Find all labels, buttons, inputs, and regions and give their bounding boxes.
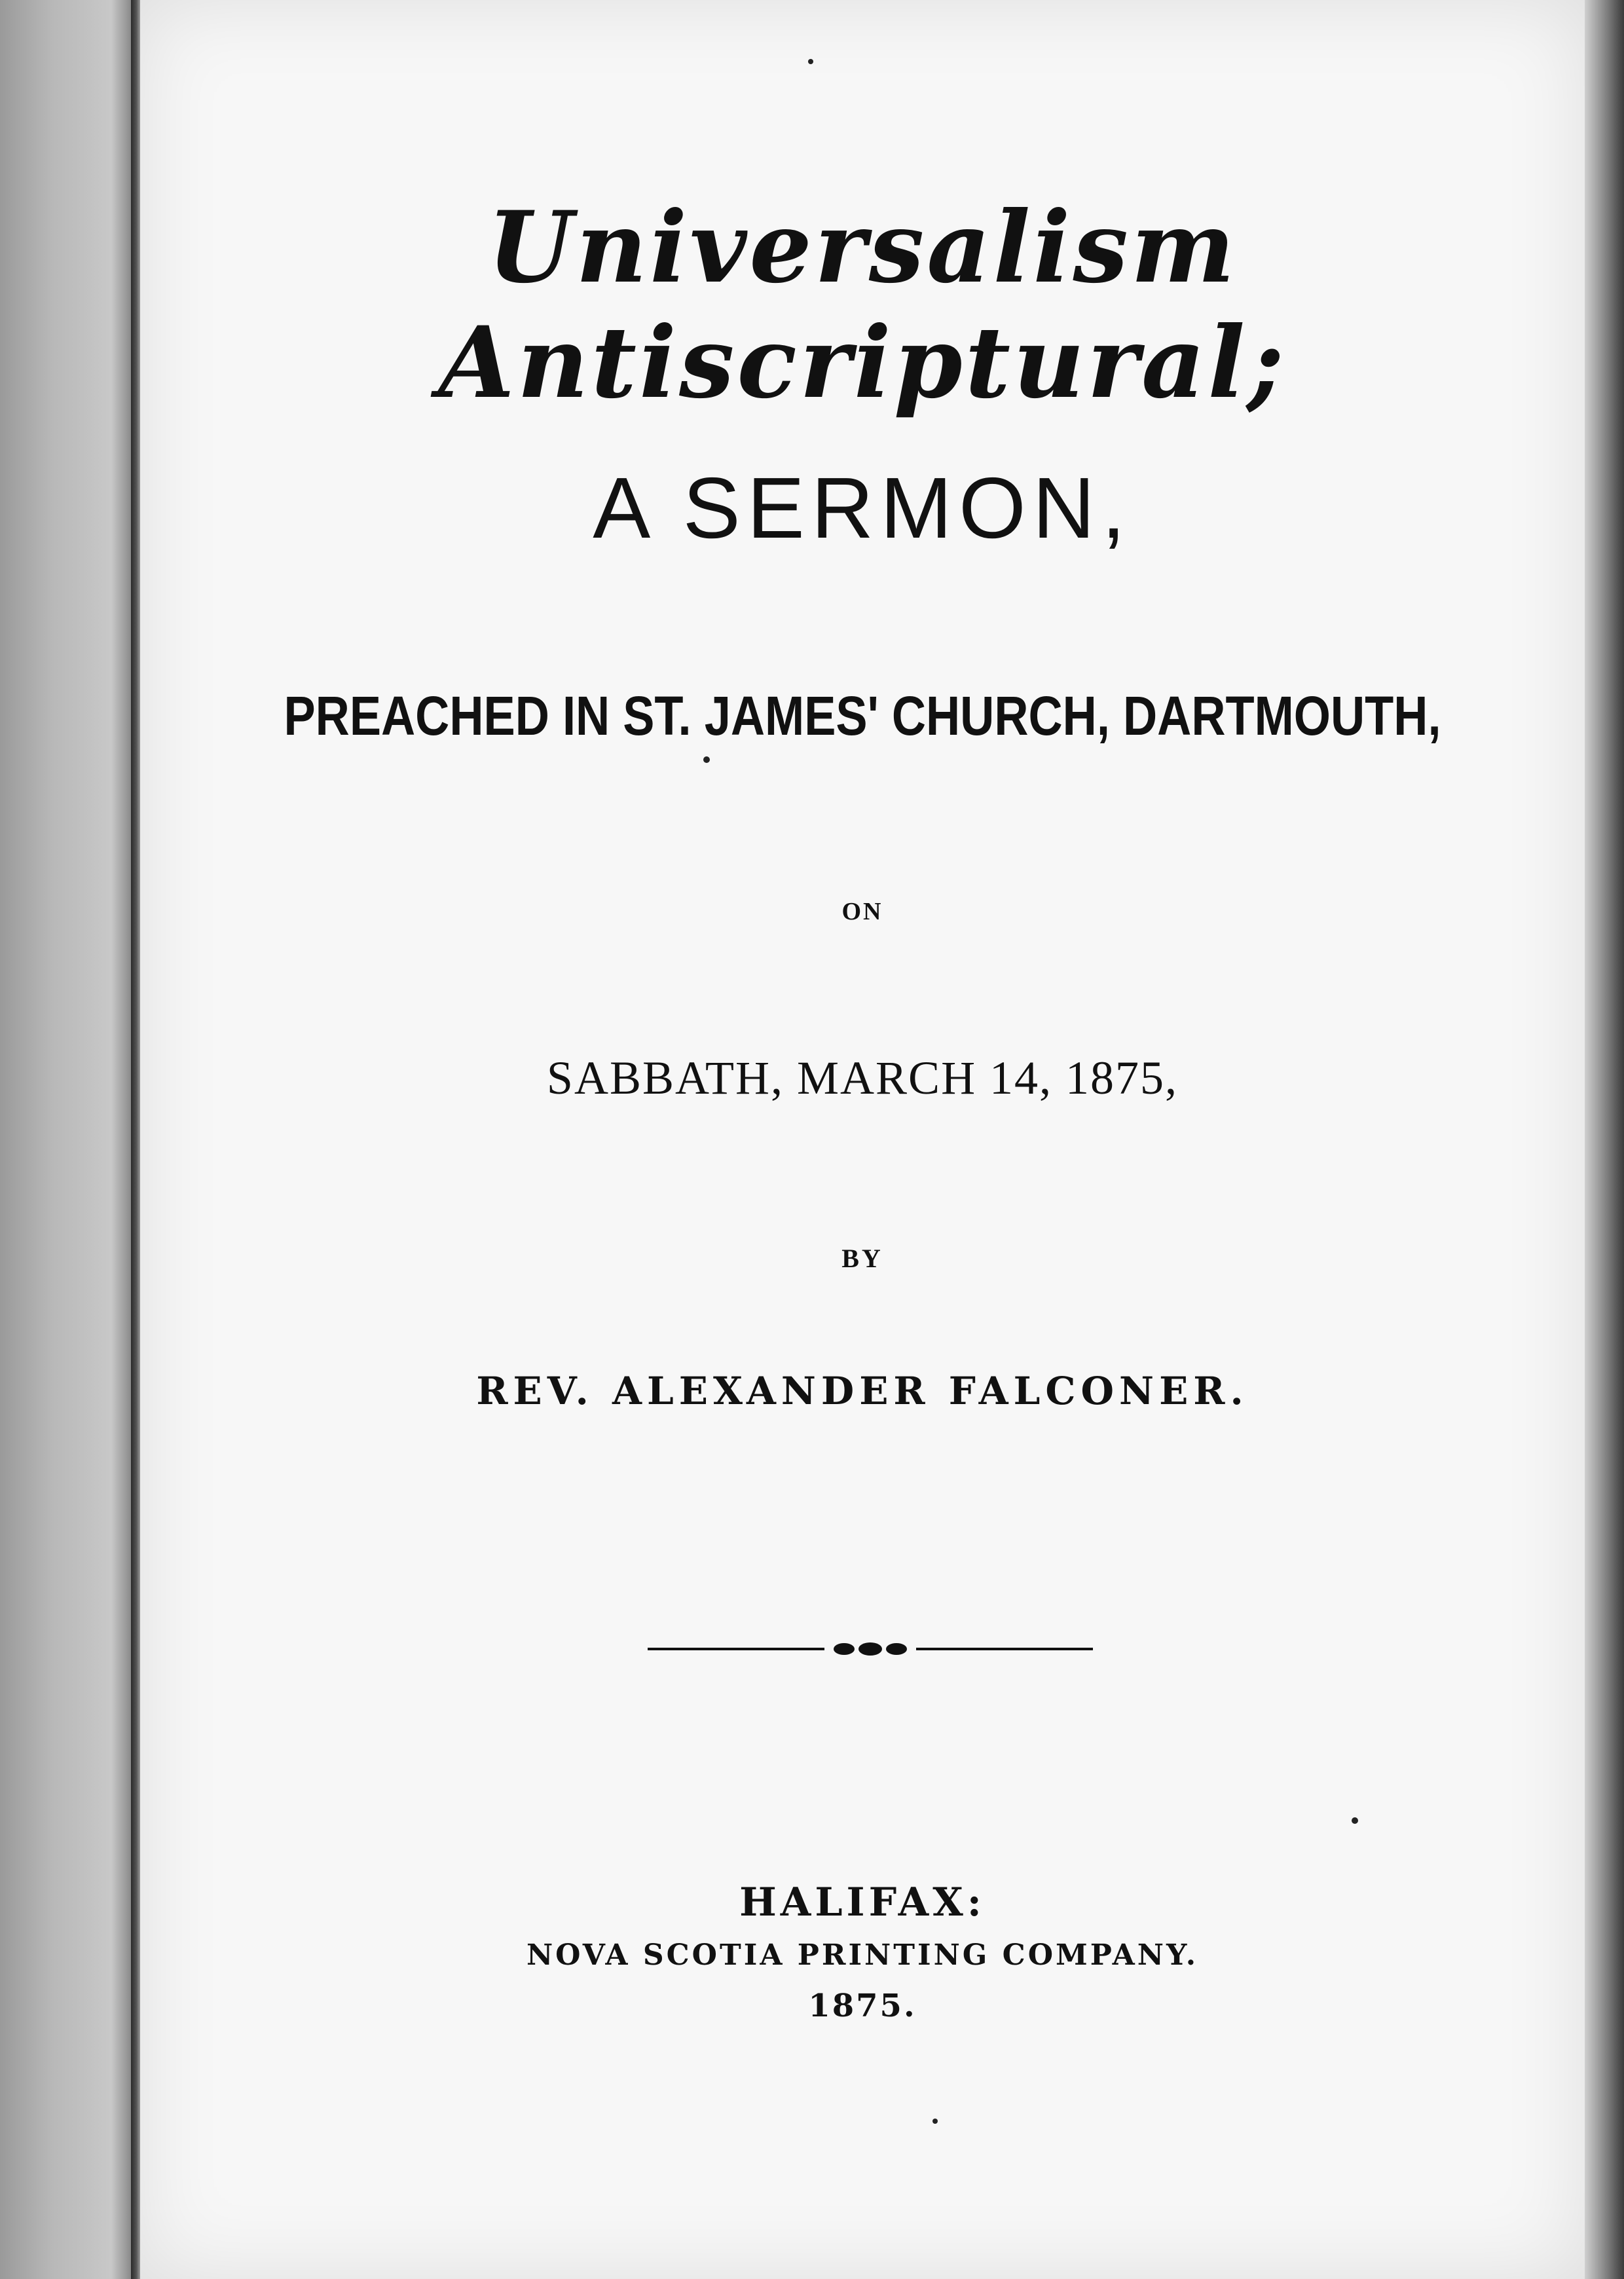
author-name: REV. ALEXANDER FALCONER. (476, 1369, 1249, 1413)
printers-ornament-icon (648, 1640, 1093, 1658)
imprint-publisher: NOVA SCOTIA PRINTING COMPANY. (526, 1938, 1199, 1972)
ink-speck (808, 59, 813, 64)
ink-speck (932, 2119, 938, 2124)
imprint-place: HALIFAX: (739, 1880, 986, 1925)
imprint-year: 1875. (808, 1988, 917, 2024)
subtitle: A SERMON, (593, 460, 1132, 556)
book-spine (0, 0, 131, 2279)
page-title: Universalism Antiscriptural; (438, 190, 1287, 420)
date-line: SABBATH, MARCH 14, 1875, (546, 1052, 1179, 1104)
on-label: ON (841, 898, 883, 925)
by-label: BY (841, 1244, 883, 1273)
page-edge (1585, 0, 1624, 2279)
binding-edge (131, 0, 140, 2279)
preached-line: PREACHED IN ST. JAMES' CHURCH, DARTMOUTH, (284, 685, 1441, 747)
title-page (140, 0, 1585, 2279)
ink-speck (703, 756, 710, 763)
ink-speck (1352, 1817, 1358, 1824)
